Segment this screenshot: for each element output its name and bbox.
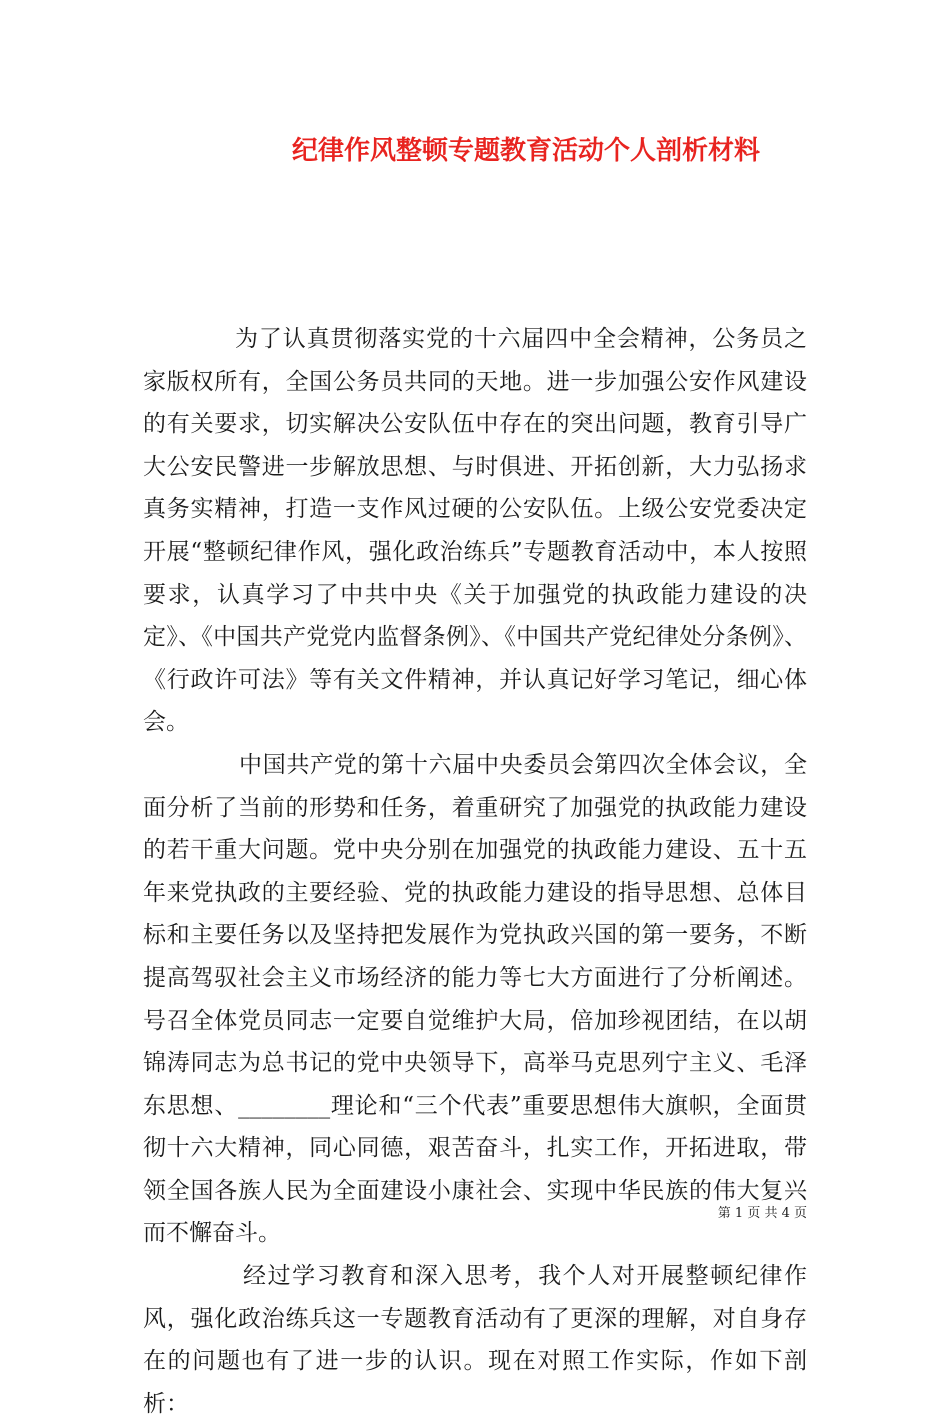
paragraph-3: 经过学习教育和深入思考，我个人对开展整顿纪律作风，强化政治练兵这一专题教育活动有了更深的理解，对自身存在的问题也有了进一步的认识。现在对照工作实际，作如下剖析： [143,1263,807,1417]
paragraph-2: 中国共产党的第十六届中央委员会第四次全体会议，全面分析了当前的形势和任务，着重研究了加强党的执政能力建设的若干重大问题。党中央分别在加强党的执政能力建设、五十五年来党执政的主要经验、党的执政能力建设的指导思想、总体目标和主要任务以及坚持把发展作为党执政兴国的第一要务，不断提高驾驭社会主义市场经济的能力等七大方面进行了分析阐述。号召全体党员同志一定要自觉维护大局，倍加珍视团结，在以胡锦涛同志为总书记的党中央领导下，高举马克思列宁主义、毛泽东思想、________理论和“三个代表”重要思想伟大旗帜，全面贯彻十六大精神，同心同德，艰苦奋斗，扎实工作，开拓进取，带领全国各族人民为全面建设小康社会、实现中华民族的伟大复兴而不懈奋斗。 [143,751,807,1247]
paragraph-1: 为了认真贯彻落实党的十六届四中全会精神，公务员之家版权所有，全国公务员共同的天地。进一步加强公安作风建设的有关要求，切实解决公安队伍中存在的突出问题，教育引导广大公安民警进一步解放思想、与时俱进、开拓创新，大力弘扬求真务实精神，打造一支作风过硬的公安队伍。上级公安党委决定开展“整顿纪律作风，强化政治练兵”专题教育活动中，本人按照要求，认真学习了中共中央《关于加强党的执政能力建设的决定》、《中国共产党党内监督条例》、《中国共产党纪律处分条例》、《行政许可法》等有关文件精神，并认真记好学习笔记，细心体会。 [143,326,807,736]
document-body [143,318,807,1425]
document-title: 纪律作风整顿专题教育活动个人剖析材料 [291,136,760,166]
page-number-footer: 第 1 页 共 4 页 [717,1206,807,1221]
